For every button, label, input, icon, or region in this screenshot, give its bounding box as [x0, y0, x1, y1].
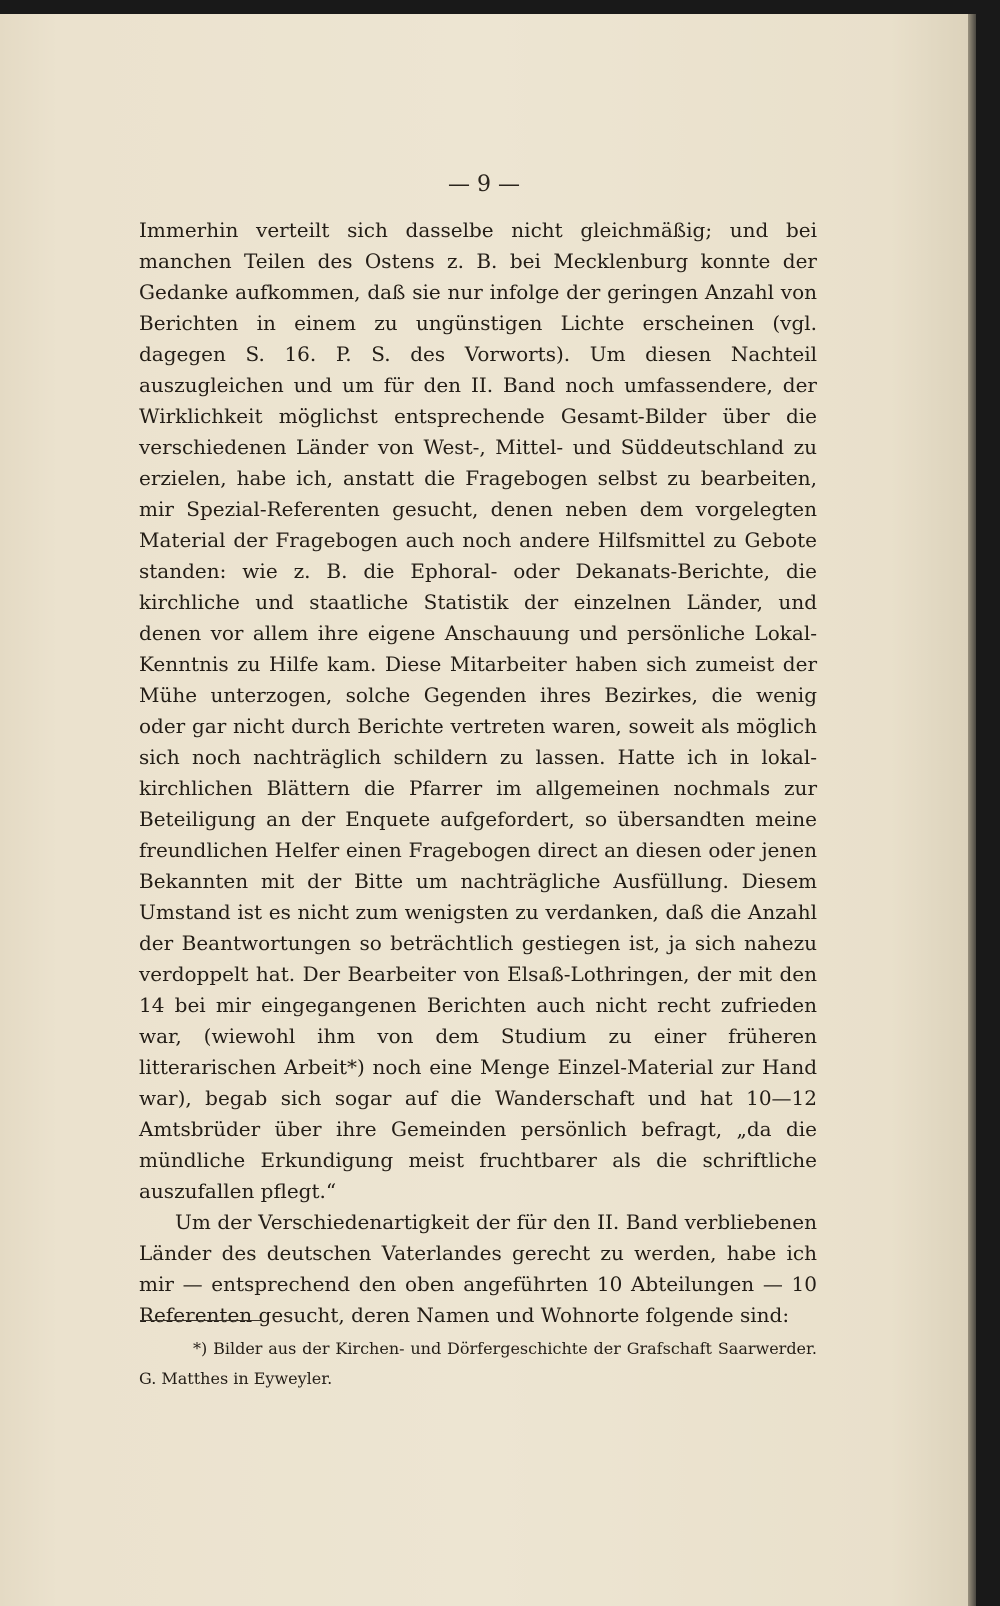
- body-text: [139, 215, 817, 1331]
- page-edge: [968, 14, 976, 1606]
- paragraph-2: Um der Verschiedenartigkeit der für den II. Band verbliebenen Länder des deutschen Vaterlandes gerecht zu werden, habe ich mir — entsprechend den oben angeführten 10 Abteilungen — 10 Referenten gesucht, deren Namen und Wohnorte folgende sind:: [139, 1210, 817, 1327]
- page-number: — 9 —: [448, 172, 520, 197]
- footnote: *) Bilder aus der Kirchen- und Dörfergeschichte der Grafschaft Saarwerder. G. Matthes in Eyweyler.: [139, 1339, 817, 1388]
- paragraph-1: Immerhin verteilt sich dasselbe nicht gleichmäßig; und bei manchen Teilen des Ostens z. B. bei Mecklenburg konnte der Gedanke aufkommen, daß sie nur infolge der geringen Anzahl von Berichten in einem zu ungünstigen Lichte erscheinen (vgl. dagegen S. 16. P. S. des Vorworts). Um diesen Nachteil auszugleichen und um für den II. Band noch umfassendere, der Wirklichkeit möglichst entsprechende Gesamt-Bilder über die verschiedenen Länder von West-, Mittel- und Süddeutschland zu erzielen, habe ich, anstatt die Fragebogen selbst zu bearbeiten, mir Spezial-Referenten gesucht, denen neben dem vorgelegten Material der Fragebogen auch noch andere Hilfsmittel zu Gebote standen: wie z. B. die Ephoral- oder Dekanats-Berichte, die kirchliche und staatliche Statistik der einzelnen Länder, und denen vor allem ihre eigene Anschauung und persönliche Lokal-Kenntnis zu Hilfe kam. Diese Mitarbeiter haben sich zumeist der Mühe unterzogen, solche Gegenden ihres Bezirkes, die wenig oder gar nicht durch Berichte vertreten waren, soweit als möglich sich noch nachträglich schildern zu lassen. Hatte ich in lokal-kirchlichen Blättern die Pfarrer im allgemeinen nochmals zur Beteiligung an der Enquete aufgefordert, so übersandten meine freundlichen Helfer einen Fragebogen direct an diesen oder jenen Bekannten mit der Bitte um nachträgliche Ausfüllung. Diesem Umstand ist es nicht zum wenigsten zu verdanken, daß die Anzahl der Beantwortungen so beträchtlich gestiegen ist, ja sich nahezu verdoppelt hat. Der Bearbeiter von Elsaß-Lothringen, der mit den 14 bei mir eingegangenen Berichten auch nicht recht zufrieden war, (wiewohl ihm von dem Studium zu einer früheren litterarischen Arbeit*) noch eine Menge Einzel-Material zur Hand war), begab sich sogar auf die Wanderschaft und hat 10—12 Amtsbrüder über ihre Gemeinden persönlich befragt, „da die mündliche Erkundigung meist fruchtbarer als die schriftliche auszufallen pflegt.“: [139, 218, 817, 1203]
- footnote-divider: [140, 1320, 262, 1321]
